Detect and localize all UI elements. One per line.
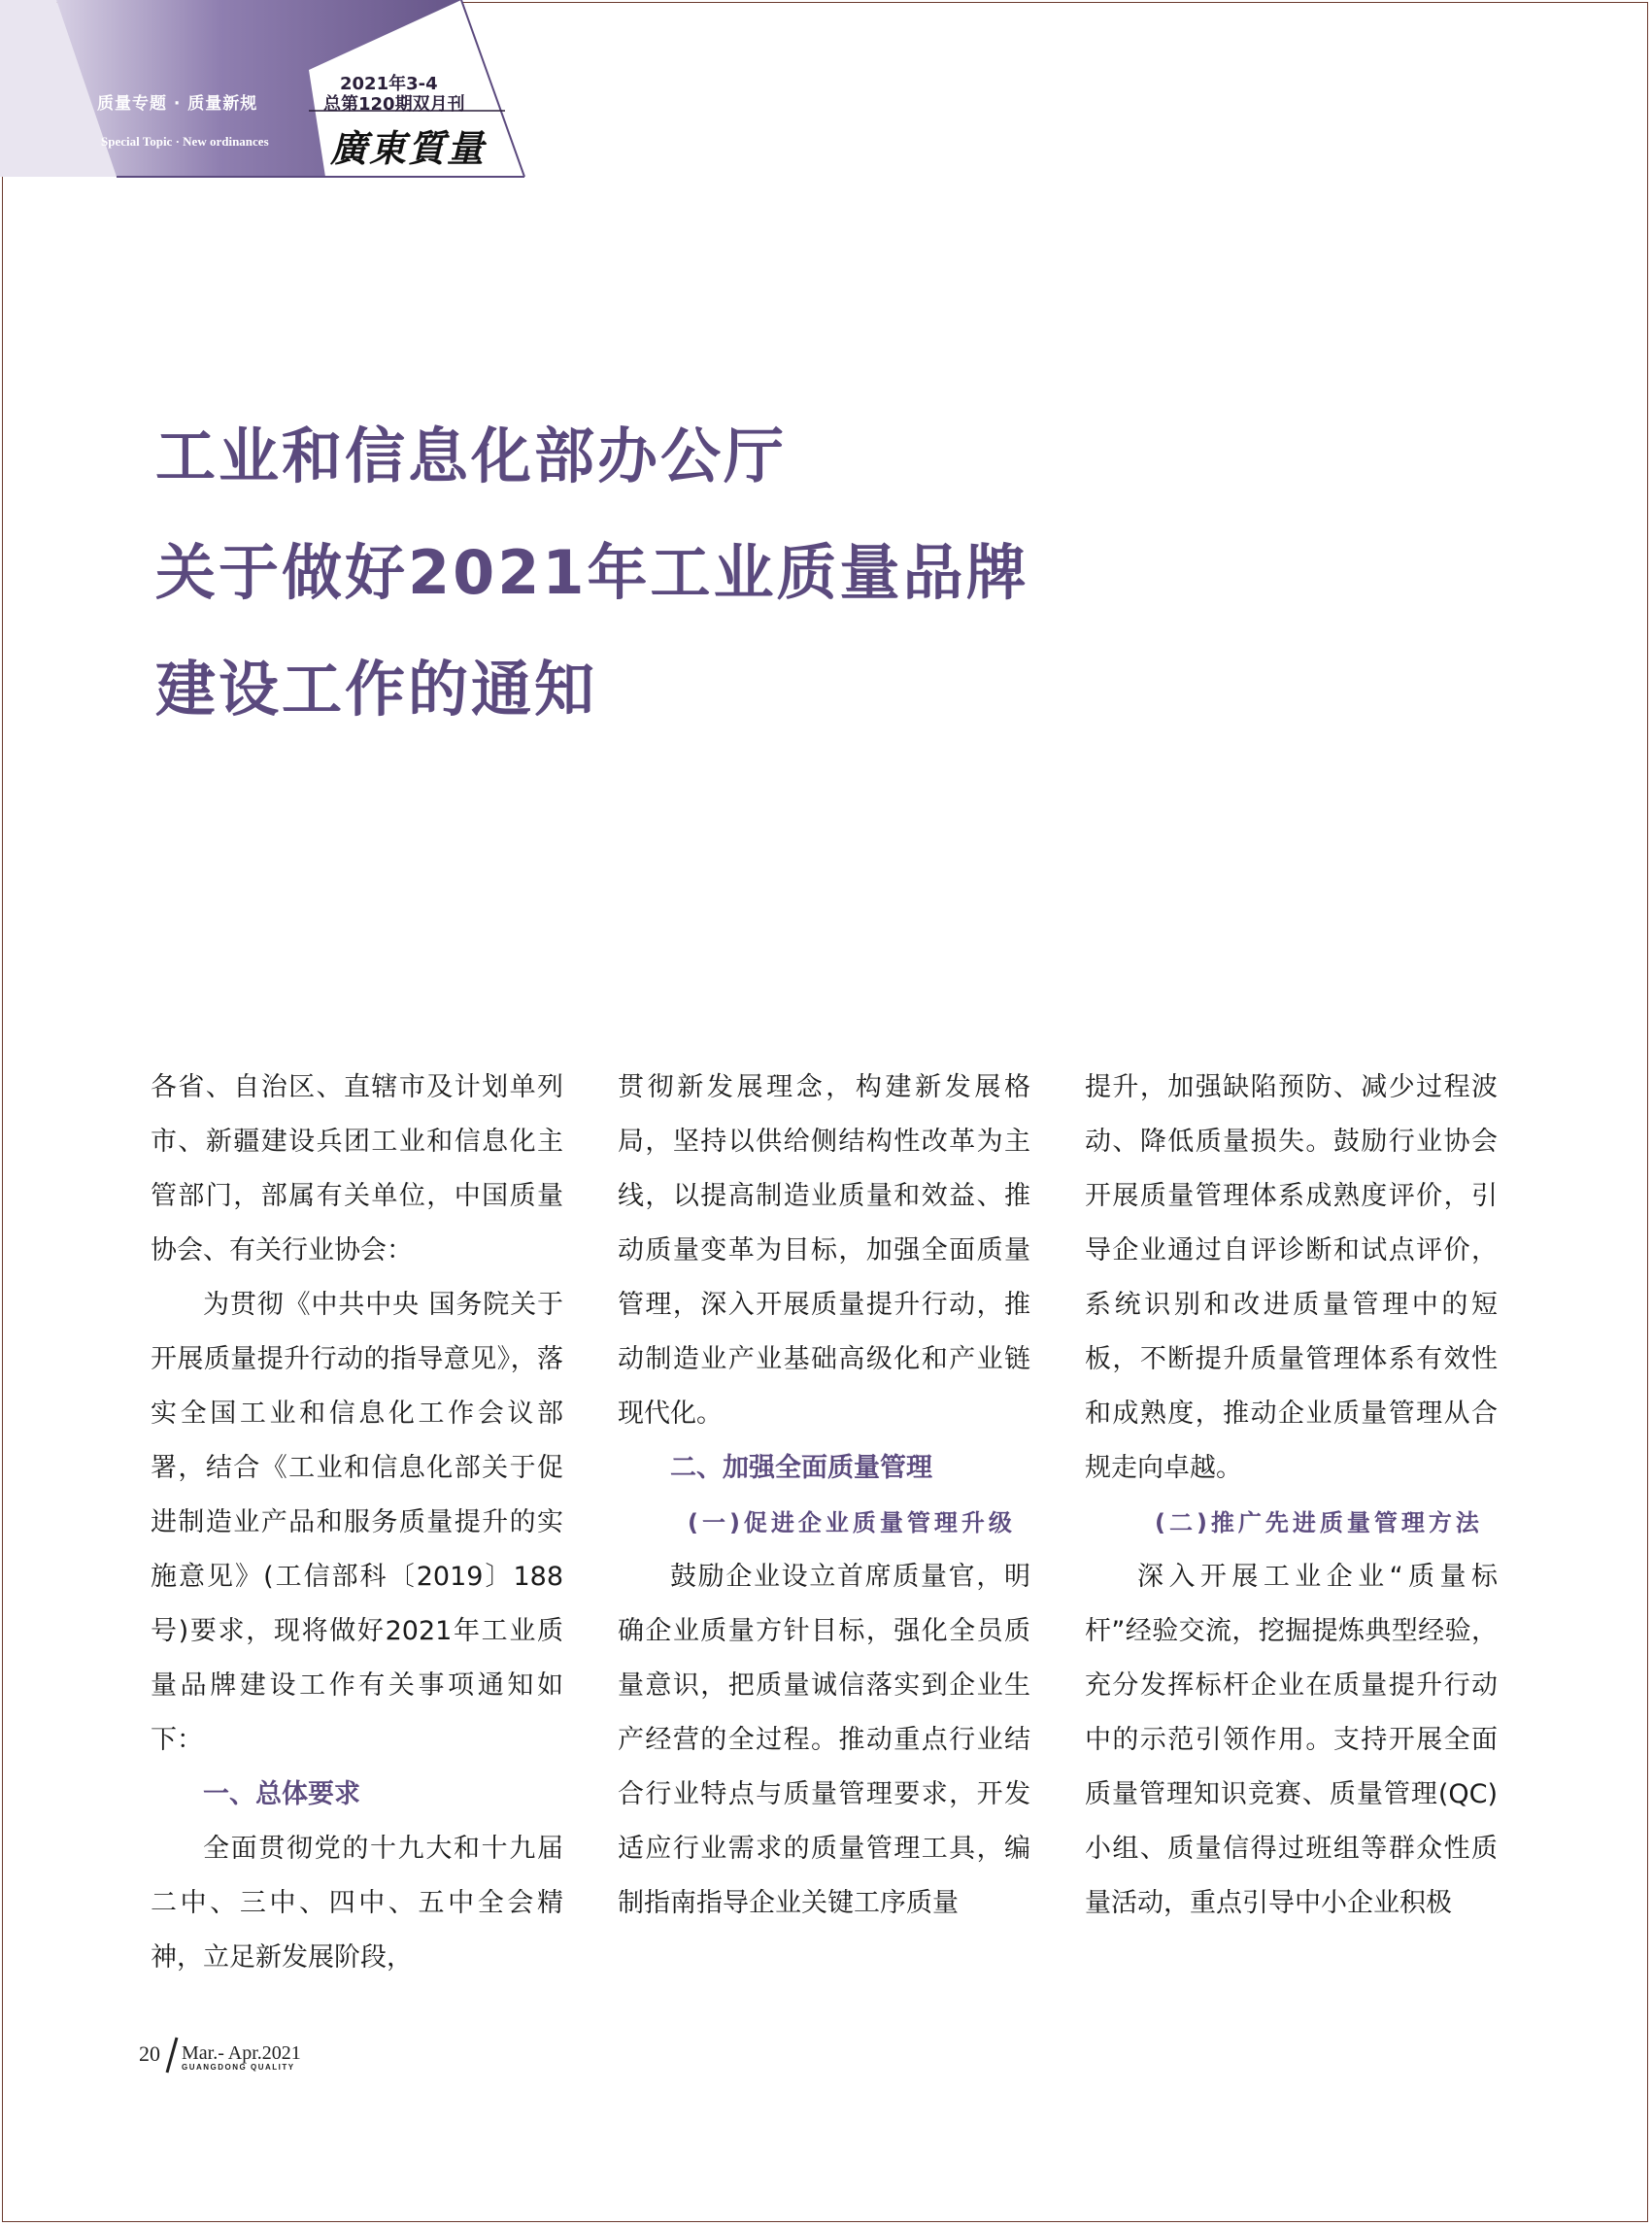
subsection-heading-2: (二)推广先进质量管理方法 [1155,1509,1483,1536]
text-column-3 [1085,1061,1498,1931]
footer-slash-icon [163,2036,181,2074]
magazine-logo: 廣東質量 [330,126,487,170]
body-paragraph: 提升，加强缺陷预防、减少过程波动、降低质量损失。鼓励行业协会开展质量管理体系成熟度评价，引导企业通过自评诊断和试点评价，系统识别和改进质量管理中的短板，不断提升质量管理体系有效性和成熟度，推动企业质量管理从合规走向卓越。 [1085,1072,1498,1483]
text-column-1 [151,1061,563,1985]
footer-date: Mar.- Apr.2021 [182,2042,301,2064]
article-title [155,398,1467,748]
title-line-3: 建设工作的通知 [155,654,598,725]
section-heading-2: 二、加强全面质量管理 [670,1453,932,1483]
issue-date: 2021年3-4 [340,74,438,94]
page-number: 20 [139,2041,160,2066]
section-title-cn: 质量专题 · 质量新规 [97,94,258,114]
salutation-paragraph: 各省、自治区、直辖市及计划单列市、新疆建设兵团工业和信息化主管部门，部属有关单位，中国质量协会、有关行业协会： [151,1072,563,1265]
title-line-2: 关于做好2021年工业质量品牌 [155,537,1029,608]
body-paragraph: 鼓励企业设立首席质量官，明确企业质量方针目标，强化全员质量意识，把质量诚信落实到企业生产经营的全过程。推动重点行业结合行业特点与质量管理要求，开发适应行业需求的质量管理工具，编制指南指导企业关键工序质量 [618,1562,1030,1918]
title-line-1: 工业和信息化部办公厅 [155,421,788,491]
footer-brand: GUANGDONG QUALITY [182,2063,295,2072]
issue-number: 总第120期双月刊 [323,94,465,115]
body-paragraph: 贯彻新发展理念，构建新发展格局，坚持以供给侧结构性改革为主线，以提高制造业质量和效益、推动质量变革为目标，加强全面质量管理，深入开展质量提升行动，推动制造业产业基础高级化和产业链现代化。 [618,1072,1030,1429]
subsection-heading-1: (一)促进企业质量管理升级 [688,1509,1016,1536]
section-title-en: Special Topic · New ordinances [101,134,269,149]
body-paragraph: 全面贯彻党的十九大和十九届二中、三中、四中、五中全会精神，立足新发展阶段， [151,1834,563,1973]
intro-paragraph: 为贯彻《中共中央 国务院关于开展质量提升行动的指导意见》，落实全国工业和信息化工作会议部署，结合《工业和信息化部关于促进制造业产品和服务质量提升的实施意见》(工信部科〔2019〕188号)要求，现将做好2021年工业质量品牌建设工作有关事项通知如下： [151,1290,563,1755]
section-heading-1: 一、总体要求 [203,1779,360,1809]
text-column-2 [618,1061,1030,1931]
body-paragraph: 深入开展工业企业“质量标杆”经验交流，挖掘提炼典型经验，充分发挥标杆企业在质量提升行动中的示范引领作用。支持开展全面质量管理知识竞赛、质量管理(QC)小组、质量信得过班组等群众性质量活动，重点引导中小企业积极 [1085,1562,1498,1918]
